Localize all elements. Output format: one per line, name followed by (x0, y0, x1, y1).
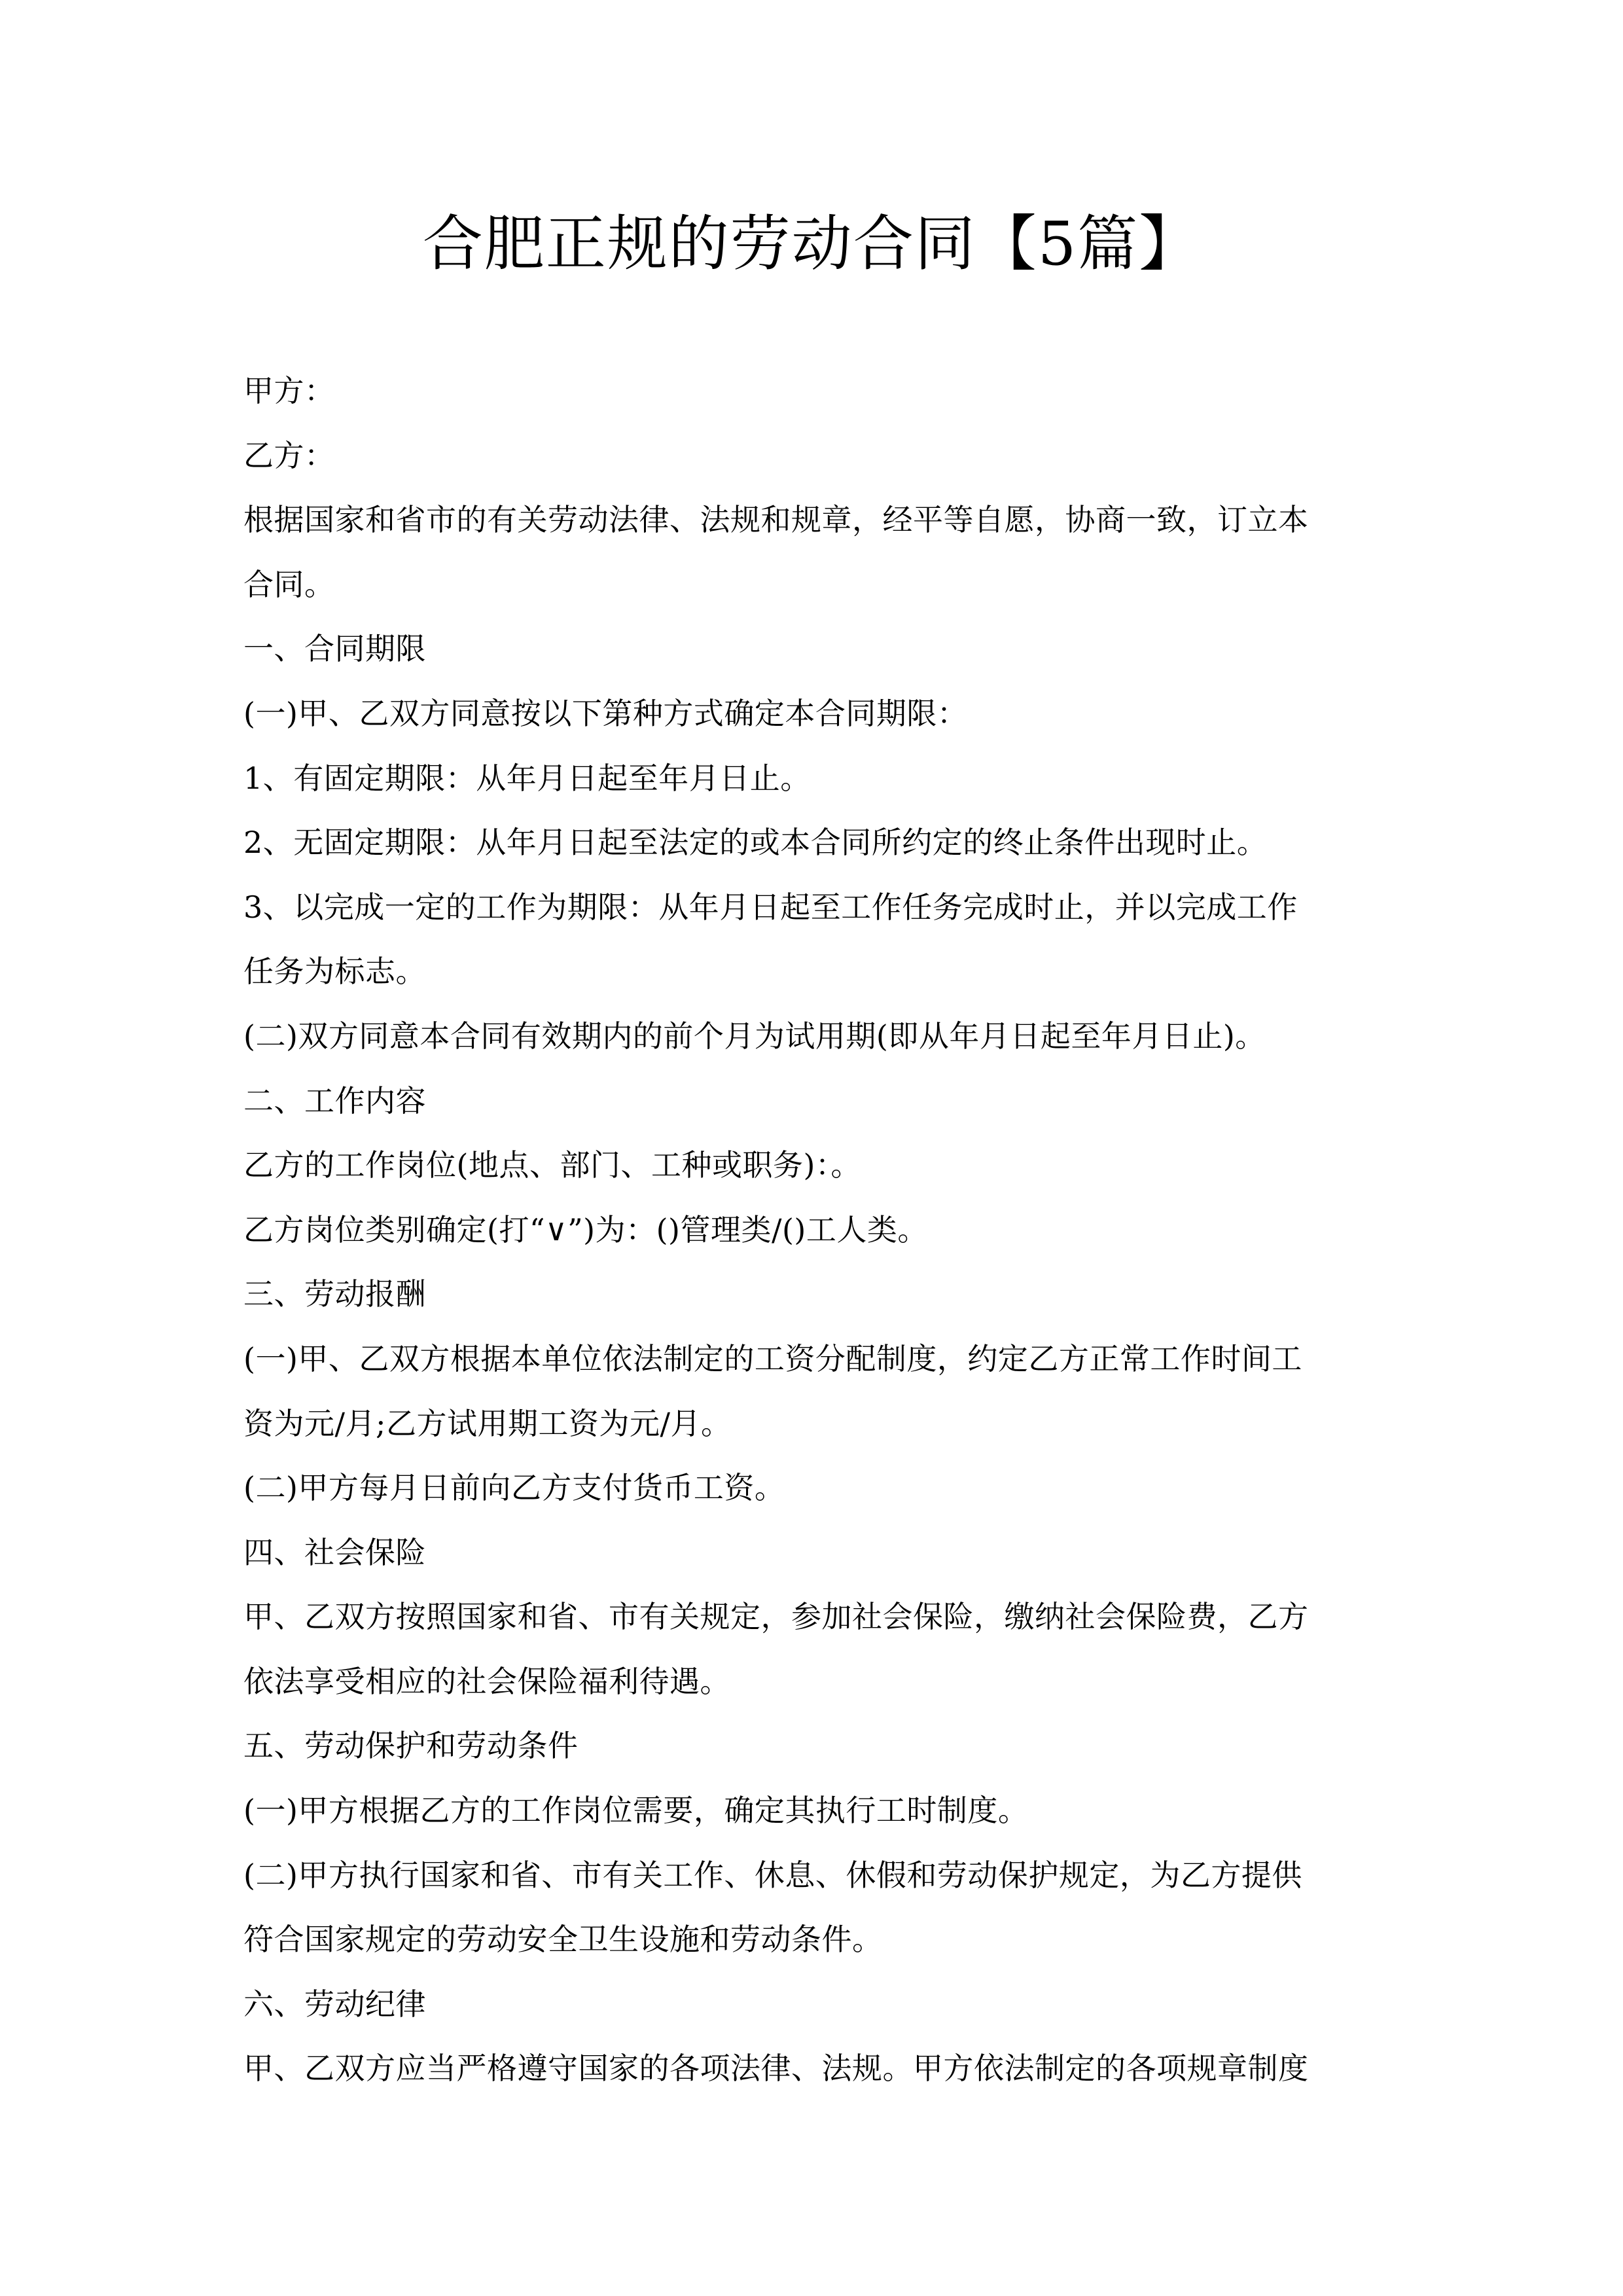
document-title: 合肥正规的劳动合同【5篇】 (422, 209, 1201, 279)
clause-payment-date: (二)甲方每月日前向乙方支付货币工资。 (243, 1470, 785, 1506)
document-body (243, 359, 1395, 2101)
clause-task-term-line-2: 任务为标志。 (243, 954, 426, 990)
clause-open-term: 2、无固定期限：从年月日起至法定的或本合同所约定的终止条件出现时止。 (243, 825, 1268, 861)
section-heading-contract-term: 一、合同期限 (243, 631, 426, 667)
party-b-line: 乙方： (243, 437, 335, 473)
clause-working-hours: (一)甲方根据乙方的工作岗位需要，确定其执行工时制度。 (243, 1793, 1029, 1829)
clause-job-position: 乙方的工作岗位(地点、部门、工种或职务)：。 (243, 1147, 861, 1183)
clause-salary-line-1: (一)甲、乙双方根据本单位依法制定的工资分配制度，约定乙方正常工作时间工 (243, 1340, 1302, 1376)
clause-job-category: 乙方岗位类别确定(打“∨”)为：()管理类/()工人类。 (243, 1211, 928, 1247)
clause-protection-line-1: (二)甲方执行国家和省、市有关工作、休息、休假和劳动保护规定，为乙方提供 (243, 1857, 1302, 1893)
section-heading-labor-protection: 五、劳动保护和劳动条件 (243, 1728, 579, 1764)
clause-probation: (二)双方同意本合同有效期内的前个月为试用期(即从年月日起至年月日止)。 (243, 1018, 1266, 1054)
preamble-paragraph-line-1: 根据国家和省市的有关劳动法律、法规和规章，经平等自愿，协商一致，订立本 (243, 502, 1309, 538)
clause-discipline-line-1: 甲、乙双方应当严格遵守国家的各项法律、法规。甲方依法制定的各项规章制度 (243, 2051, 1309, 2087)
clause-term-method: (一)甲、乙双方同意按以下第种方式确定本合同期限： (243, 695, 968, 731)
clause-fixed-term: 1、有固定期限：从年月日起至年月日止。 (243, 760, 811, 796)
section-heading-job-content: 二、工作内容 (243, 1083, 426, 1119)
section-heading-labor-discipline: 六、劳动纪律 (243, 1986, 426, 2022)
clause-protection-line-2: 符合国家规定的劳动安全卫生设施和劳动条件。 (243, 1922, 883, 1958)
clause-insurance-line-1: 甲、乙双方按照国家和省、市有关规定，参加社会保险，缴纳社会保险费，乙方 (243, 1599, 1309, 1635)
section-heading-remuneration: 三、劳动报酬 (243, 1276, 426, 1312)
preamble-paragraph-line-2: 合同。 (243, 566, 335, 602)
party-a-line: 甲方： (243, 373, 335, 408)
clause-task-term-line-1: 3、以完成一定的工作为期限：从年月日起至工作任务完成时止，并以完成工作 (243, 889, 1298, 925)
section-heading-social-insurance: 四、社会保险 (243, 1534, 426, 1570)
clause-insurance-line-2: 依法享受相应的社会保险福利待遇。 (243, 1663, 730, 1699)
clause-salary-line-2: 资为元/月;乙方试用期工资为元/月。 (243, 1405, 732, 1441)
